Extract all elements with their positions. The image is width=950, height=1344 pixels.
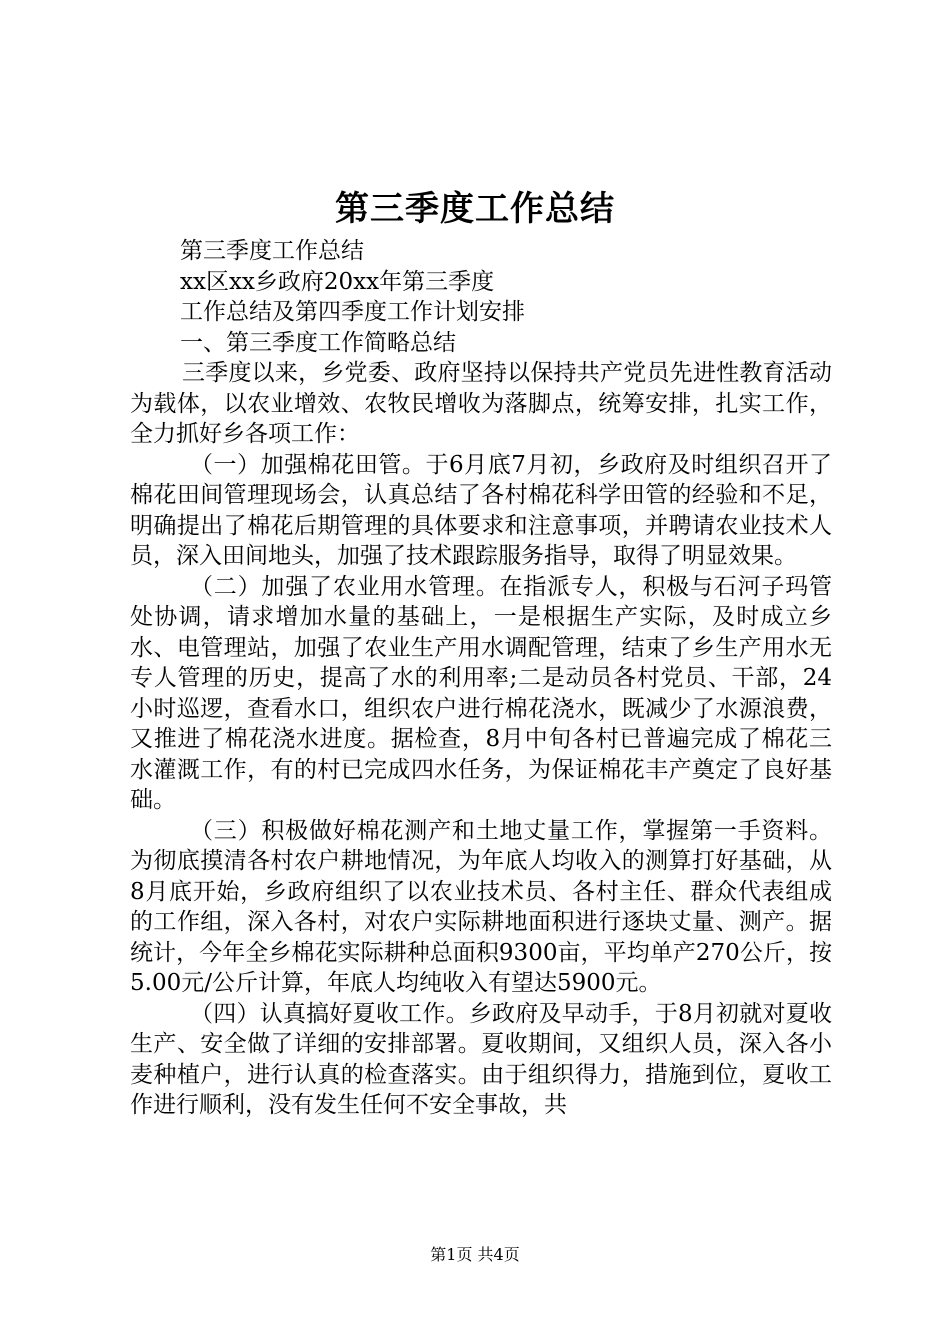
page-footer: 第1页 共4页 (430, 1245, 520, 1264)
header-line-title: 第三季度工作总结 (180, 238, 364, 264)
paragraph-item-1: （一）加强棉花田管。于6月底7月初，乡政府及时组织召开了棉花田间管理现场会，认真总结了各村棉花科学田管的经验和不足，明确提出了棉花后期管理的具体要求和注意事项，并聘请农业技术人员，深入田间地头，加强了技术跟踪服务指导，取得了明显效果。 (130, 451, 832, 569)
paragraph-item-2: （二）加强了农业用水管理。在指派专人，积极与石河子玛管处协调，请求增加水量的基础上，一是根据生产实际，及时成立乡水、电管理站，加强了农业生产用水调配管理，结束了乡生产用水无专人管理的历史，提高了水的利用率;二是动员各村党员、干部，24小时巡逻，查看水口，组织农户进行棉花浇水，既减少了水源浪费，又推进了棉花浇水进度。据检查，8月中旬各村已普遍完成了棉花三水灌溉工作，有的村已完成四水任务，为保证棉花丰产奠定了良好基础。 (130, 573, 832, 813)
paragraph-item-3: （三）积极做好棉花测产和土地丈量工作，掌握第一手资料。为彻底摸清各村农户耕地情况，为年底人均收入的测算打好基础，从8月底开始，乡政府组织了以农业技术员、各村主任、群众代表组成的工作组，深入各村，对农户实际耕地面积进行逐块丈量、测产。据统计，今年全乡棉花实际耕种总面积9300亩，平均单产270公斤，按5.00元/公斤计算，年底人均纯收入有望达5900元。 (130, 817, 832, 996)
paragraph-item-4: （四）认真搞好夏收工作。乡政府及早动手，于8月初就对夏收生产、安全做了详细的安排部署。夏收期间，又组织人员，深入各小麦种植户，进行认真的检查落实。由于组织得力，措施到位，夏收工作进行顺利，没有发生任何不安全事故，共 (130, 1000, 832, 1118)
paragraph-intro: 三季度以来，乡党委、政府坚持以保持共产党员先进性教育活动为载体，以农业增效、农牧民增收为落脚点，统筹安排，扎实工作，全力抓好乡各项工作： (130, 360, 832, 447)
header-line-subtitle: 工作总结及第四季度工作计划安排 (180, 299, 525, 325)
section-heading: 一、第三季度工作简略总结 (180, 329, 456, 356)
document-title: 第三季度工作总结 (335, 189, 615, 229)
header-line-org: xx区xx乡政府20xx年第三季度 (180, 268, 495, 295)
document-body (130, 236, 832, 1121)
